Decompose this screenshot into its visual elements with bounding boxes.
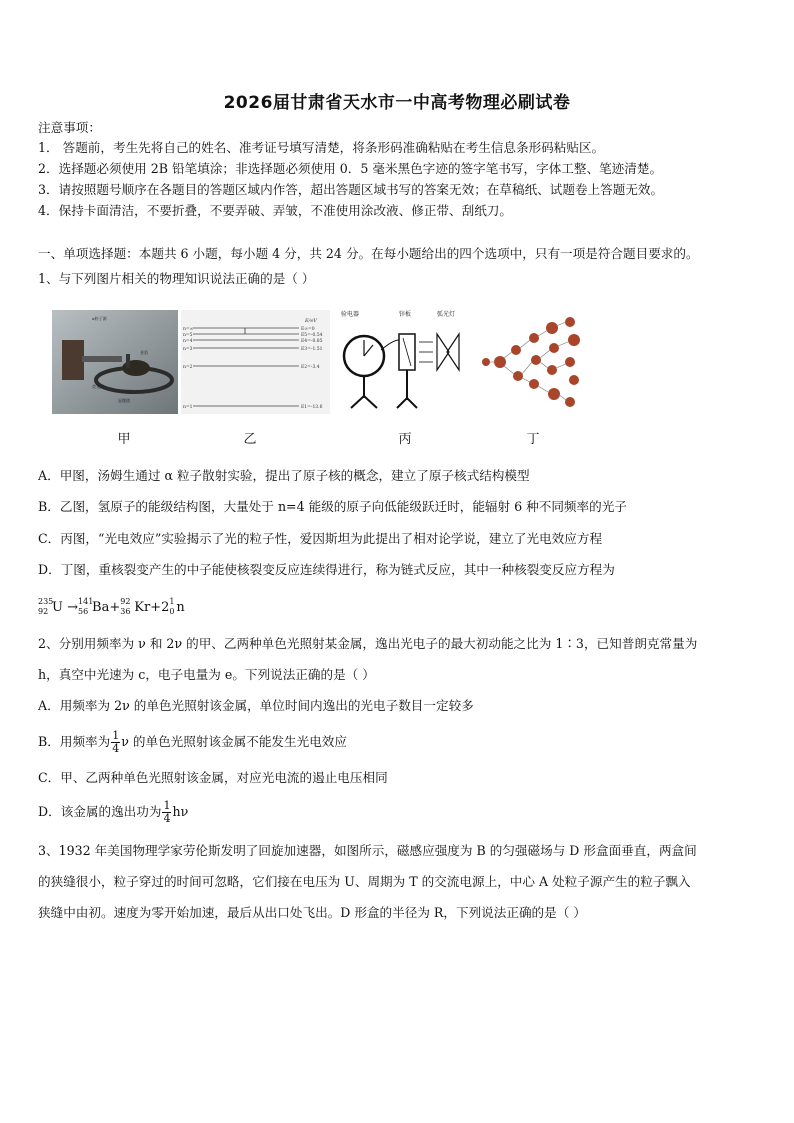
yi-header: E/eV [305, 318, 317, 324]
q2-option-b [38, 728, 347, 756]
energy-level-n-label: n=1 [183, 405, 193, 410]
caption-jia: 甲 [117, 432, 131, 447]
bing-label-1: 锌板 [399, 311, 412, 318]
energy-level-diagram [181, 310, 330, 414]
q3-stem-line2: 的狭缝很小，粒子穿过的时间可忽略，它们接在电压为 U、周期为 T 的交流电源上，中心 A 处粒子源产生的粒子飘入 [38, 874, 691, 889]
q2-d-num: 1 [163, 799, 171, 812]
q2-b-num: 1 [112, 729, 120, 742]
energy-level-n-label: n=3 [183, 347, 193, 352]
ba-z: 56 [78, 607, 89, 616]
kr-symbol: Kr [134, 600, 151, 615]
q1-option-d: D．丁图，重核裂变产生的中子能使核裂变反应连续得进行，称为链式反应，其中一种核裂变反应方程为 [38, 562, 615, 577]
n-z: 0 [169, 607, 175, 616]
u-mass: 235 [38, 597, 54, 606]
q2-d-prefix: D．该金属的逸出功为 [38, 804, 162, 819]
energy-level-e-label: E5=-0.54 [301, 333, 323, 338]
jia-label-1: 金箔 [140, 350, 148, 355]
notice-item-4: 4．保持卡面清洁，不要折叠，不要弄破、弄皱，不准使用涂改液、修正带、刮纸刀。 [38, 203, 512, 218]
energy-level-n-label: n=2 [183, 365, 193, 370]
q2-d-den: 4 [163, 812, 171, 825]
caption-bing: 丙 [398, 432, 412, 447]
q2-b-fraction [111, 730, 120, 755]
jia-label-3: 显微镜 [118, 398, 130, 403]
energy-level-e-label: E∞=0 [301, 327, 315, 332]
q2-stem-line1: 2、分别用频率为 ν 和 2ν 的甲、乙两种单色光照射某金属，逸出光电子的最大初动能之比为 1∶3，已知普朗克常量为 [38, 636, 698, 651]
q2-option-a: A．用频率为 2ν 的单色光照射该金属，单位时间内逸出的光电子数目一定较多 [38, 698, 474, 713]
n-mass: 1 [169, 597, 175, 606]
plus-2: + [150, 600, 162, 615]
q2-b-prefix: B．用频率为 [38, 734, 111, 749]
caption-yi: 乙 [243, 432, 257, 447]
reaction-arrow: → [67, 600, 79, 615]
figure-yi [181, 310, 330, 414]
u-z: 92 [38, 607, 49, 616]
n-coef: 2 [161, 600, 170, 615]
u-symbol: U [52, 600, 63, 615]
jia-label-0: α粒子源 [92, 316, 107, 321]
q1-option-b: B．乙图，氢原子的能级结构图，大量处于 n=4 能级的原子向低能级跃迁时，能辐射 6 种不同频率的光子 [38, 499, 627, 514]
rutherford-apparatus-image [52, 310, 178, 414]
photoelectric-apparatus [337, 310, 461, 414]
q3-stem-line3: 狭缝中由初。速度为零开始加速，最后从出口处飞出。D 形盒的半径为 R，下列说法正确的是（ ） [38, 905, 586, 920]
energy-level-n-label: n=∞ [183, 327, 194, 332]
q1-option-c: C．丙图，“光电效应”实验揭示了光的粒子性，爱因斯坦为此提出了相对论学说，建立了光电效应方程 [38, 531, 603, 546]
caption-ding: 丁 [526, 432, 540, 447]
figure-ding [478, 310, 590, 414]
chain-reaction-image [478, 310, 590, 414]
figure-jia [52, 310, 178, 414]
ba-symbol: Ba [92, 600, 110, 615]
section-heading: 一、单项选择题：本题共 6 小题，每小题 4 分，共 24 分。在每小题给出的四个选项中，只有一项是符合题目要求的。 [38, 246, 699, 261]
energy-level-n-label: n=4 [183, 339, 193, 344]
plus-1: + [109, 600, 121, 615]
notice-item-2: 2．选择题必须使用 2B 铅笔填涂；非选择题必须使用 0．5 毫米黑色字迹的签字笔书写，字体工整、笔迹清楚。 [38, 161, 663, 176]
energy-level-e-label: E3=-1.51 [301, 347, 323, 352]
q2-stem-line2: h，真空中光速为 c，电子电量为 e。下列说法正确的是（ ） [38, 667, 375, 682]
energy-level-e-label: E1=-13.6 [301, 405, 323, 410]
n-symbol: n [176, 600, 185, 615]
q2-option-c: C．甲、乙两种单色光照射该金属，对应光电流的遏止电压相同 [38, 770, 388, 785]
q3-stem-line1: 3、1932 年美国物理学家劳伦斯发明了回旋加速器，如图所示，磁感应强度为 B 的匀强磁场与 D 形盒面垂直，两盒间 [38, 843, 697, 858]
notice-item-1: 1． 答题前，考生先将自己的姓名、准考证号填写清楚，将条形码准确粘贴在考生信息条形码粘贴区。 [38, 140, 605, 155]
q2-d-suffix: hν [172, 804, 189, 819]
ba-mass: 141 [78, 597, 94, 606]
q1-option-a: A．甲图，汤姆生通过 α 粒子散射实验，提出了原子核的概念，建立了原子核式结构模型 [38, 468, 530, 483]
kr-z: 36 [120, 607, 131, 616]
q2-b-den: 4 [112, 742, 120, 755]
figure-bing [337, 310, 461, 414]
q2-d-fraction [162, 800, 171, 825]
fission-equation [38, 597, 185, 616]
q1-stem: 1、与下列图片相关的物理知识说法正确的是（ ） [38, 271, 315, 286]
q2-b-suffix: ν 的单色光照射该金属不能发生光电效应 [121, 734, 347, 749]
energy-level-e-label: E2=-3.4 [301, 365, 320, 370]
jia-label-2: 荧光屏 [92, 384, 104, 389]
notice-item-3: 3．请按照题号顺序在各题目的答题区域内作答，超出答题区域书写的答案无效；在草稿纸、试题卷上答题无效。 [38, 182, 664, 197]
kr-mass: 92 [120, 597, 131, 606]
page-title: 2026届甘肃省天水市一中高考物理必刷试卷 [223, 93, 571, 113]
q2-option-d [38, 798, 188, 826]
bing-label-0: 验电器 [341, 311, 360, 318]
energy-level-e-label: E4=-0.85 [301, 339, 323, 344]
energy-level-n-label: n=5 [183, 333, 193, 338]
bing-label-2: 弧光灯 [437, 311, 456, 318]
notice-heading: 注意事项： [38, 120, 101, 135]
